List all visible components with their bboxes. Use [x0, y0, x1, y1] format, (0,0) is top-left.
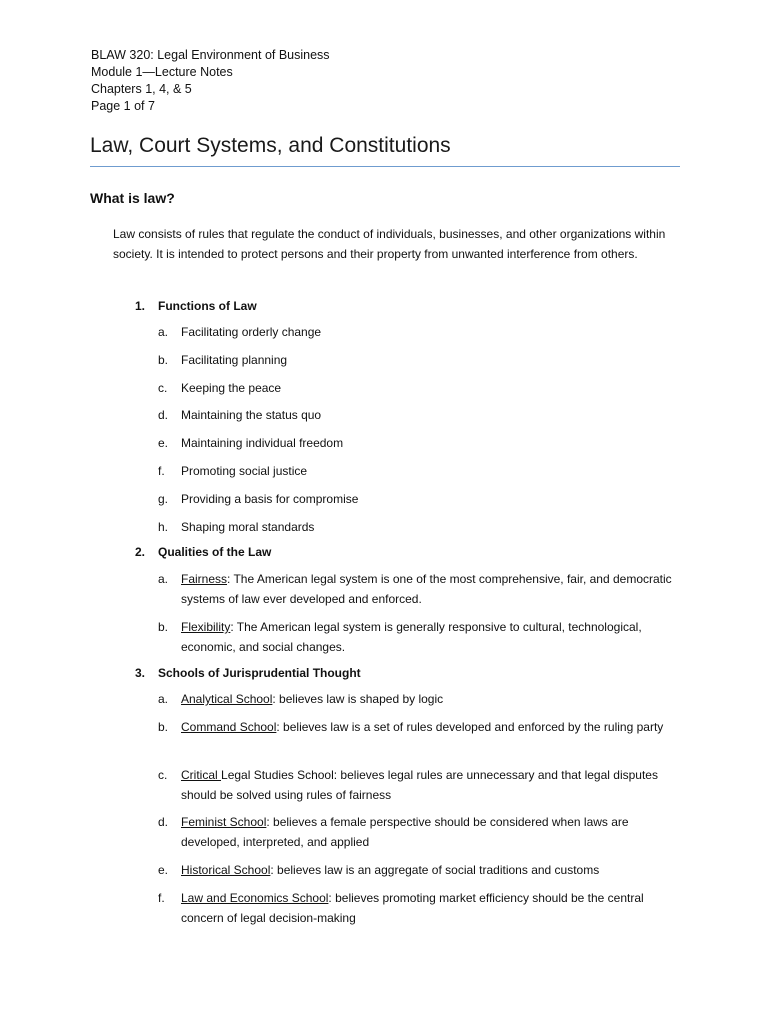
list-letter: b. [158, 720, 169, 734]
defined-term: Command School [181, 720, 277, 734]
list-item-text [181, 717, 678, 737]
list-item-text: Facilitating orderly change [181, 325, 322, 339]
page-number: Page 1 of 7 [91, 99, 155, 113]
defined-term: Critical [181, 768, 222, 782]
list-number: 2. [135, 545, 146, 559]
list-letter: b. [158, 620, 169, 634]
list-item-text: Maintaining individual freedom [181, 436, 344, 450]
title-divider [90, 166, 680, 167]
list-item-text [181, 689, 678, 709]
list-item-text: Promoting social justice [181, 464, 308, 478]
definition-text: : believes law is an aggregate of social traditions and customs [270, 863, 600, 877]
list-letter: a. [158, 572, 169, 586]
list-item-text: Maintaining the status quo [181, 408, 322, 422]
chapters-line: Chapters 1, 4, & 5 [91, 82, 192, 96]
list-heading-functions [135, 299, 257, 313]
list-item [158, 350, 678, 370]
definition-text: : The American legal system is generally responsive to cultural, technological, economic, and social changes. [181, 620, 642, 654]
list-item [158, 461, 678, 481]
list-item [158, 888, 678, 928]
list-letter: f. [158, 464, 165, 478]
list-letter: f. [158, 891, 165, 905]
list-item [158, 405, 678, 425]
list-item-text [181, 812, 678, 852]
list-letter: h. [158, 520, 169, 534]
list-item-text [181, 765, 678, 805]
definition-text: : believes a female perspective should be considered when laws are developed, interpreted, and applied [181, 815, 629, 849]
list-heading-schools [135, 666, 361, 680]
list-item [158, 617, 678, 657]
list-number: 3. [135, 666, 146, 680]
document-header [91, 47, 330, 115]
list-item [158, 860, 678, 880]
section-heading: What is law? [90, 190, 175, 206]
list-item-text: Providing a basis for compromise [181, 492, 359, 506]
list-letter: g. [158, 492, 169, 506]
list-letter: b. [158, 353, 169, 367]
defined-term: Analytical School [181, 692, 273, 706]
list-heading-qualities [135, 545, 271, 559]
list-letter: d. [158, 815, 169, 829]
list-item-text: Shaping moral standards [181, 520, 315, 534]
list-item [158, 517, 678, 537]
definition-text: : The American legal system is one of the most comprehensive, fair, and democratic systems of law ever developed and enforced. [181, 572, 672, 606]
list-letter: e. [158, 436, 169, 450]
list-item-text: Facilitating planning [181, 353, 288, 367]
list-item [158, 433, 678, 453]
definition-text: Legal Studies School: believes legal rules are unnecessary and that legal disputes should be solved using rules of fairness [181, 768, 658, 802]
list-letter: e. [158, 863, 169, 877]
list-heading-text: Schools of Jurisprudential Thought [158, 666, 361, 680]
list-item [158, 322, 678, 342]
list-heading-text: Qualities of the Law [158, 545, 272, 559]
course-name: BLAW 320: Legal Environment of Business [91, 48, 330, 62]
list-letter: a. [158, 692, 169, 706]
module-name: Module 1—Lecture Notes [91, 65, 233, 79]
intro-paragraph: Law consists of rules that regulate the conduct of individuals, businesses, and other organizations within society. It is intended to protect persons and their property from unwanted interference from others. [113, 227, 666, 262]
list-item-text [181, 860, 678, 880]
defined-term: Fairness [181, 572, 228, 586]
defined-term: Flexibility [181, 620, 231, 634]
list-number: 1. [135, 299, 146, 313]
list-letter: c. [158, 381, 168, 395]
defined-term: Feminist School [181, 815, 267, 829]
list-item-text: Keeping the peace [181, 381, 282, 395]
list-letter: d. [158, 408, 169, 422]
list-item [158, 812, 678, 852]
defined-term: Historical School [181, 863, 271, 877]
list-item-text [181, 617, 678, 657]
definition-text: : believes law is shaped by logic [272, 692, 444, 706]
list-letter: c. [158, 768, 168, 782]
list-heading-text: Functions of Law [158, 299, 257, 313]
list-item [158, 765, 678, 805]
list-item [158, 717, 678, 737]
list-item-text [181, 888, 678, 928]
definition-text: : believes promoting market efficiency should be the central concern of legal decision-making [181, 891, 644, 925]
defined-term: Law and Economics School [181, 891, 329, 905]
list-letter: a. [158, 325, 169, 339]
list-item-text [181, 569, 678, 609]
list-item [158, 689, 678, 709]
definition-text: : believes law is a set of rules developed and enforced by the ruling party [276, 720, 664, 734]
page-title: Law, Court Systems, and Constitutions [90, 134, 451, 157]
list-item [158, 378, 678, 398]
list-item [158, 489, 678, 509]
list-item [158, 569, 678, 609]
